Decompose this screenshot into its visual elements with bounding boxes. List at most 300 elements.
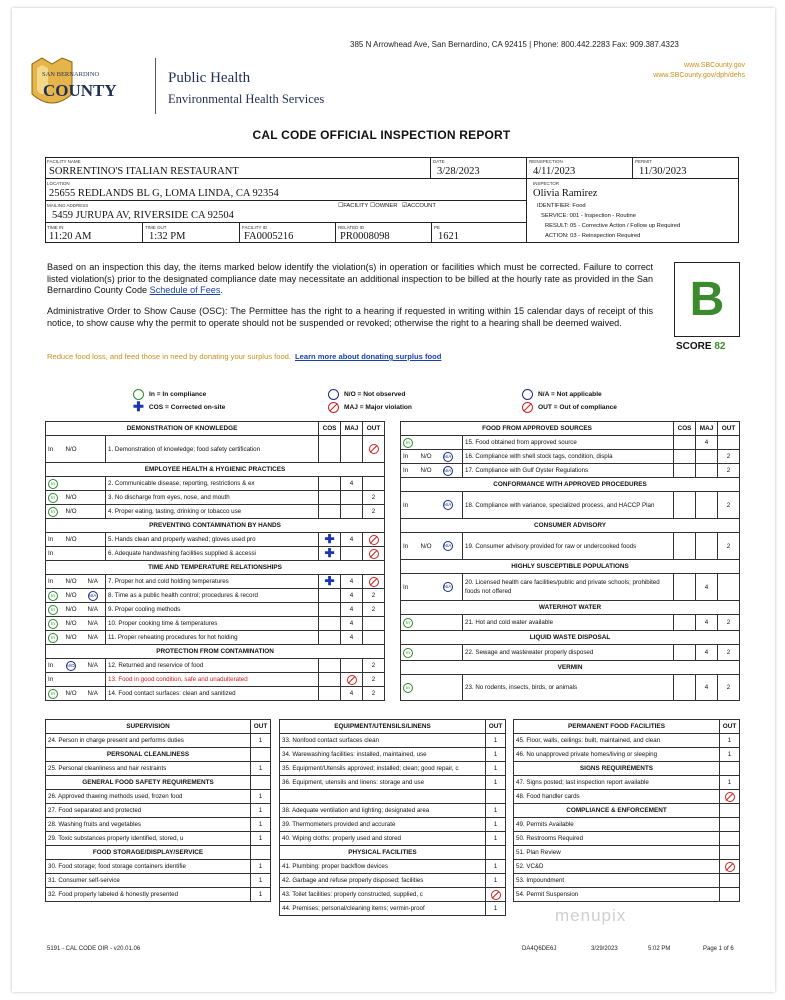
out-cell: 1 xyxy=(486,818,506,832)
score-value: 82 xyxy=(714,341,726,352)
item-description: 21. Hot and cold water available xyxy=(463,615,674,631)
major-violation-icon xyxy=(347,675,357,685)
section-header xyxy=(46,645,385,659)
table-row xyxy=(46,617,385,631)
table-row xyxy=(46,874,271,888)
schedule-of-fees-link[interactable]: Schedule of Fees xyxy=(149,285,221,296)
in-compliance-icon: In xyxy=(403,683,413,693)
facility-name: SORRENTINO'S ITALIAN RESTAURANT xyxy=(49,166,239,177)
in-compliance-icon: In xyxy=(48,689,58,699)
out-cell: 1 xyxy=(486,860,506,874)
item-description: 23. No rodents, insects, birds, or animals xyxy=(463,675,674,701)
table-row xyxy=(514,874,740,888)
status-no: N/O xyxy=(64,505,86,519)
not-applicable-icon: N/A xyxy=(443,541,453,551)
section-header xyxy=(401,601,740,615)
left-violations-table xyxy=(45,421,385,701)
item-description: 15. Food obtained from approved source xyxy=(463,436,674,450)
report-title: CAL CODE OFFICIAL INSPECTION REPORT xyxy=(252,128,511,142)
out-cell xyxy=(720,818,740,832)
maj-cell: 4 xyxy=(341,533,363,547)
out-of-compliance-icon xyxy=(725,792,735,802)
item-description: 52. VC&D xyxy=(514,860,720,874)
legend-maj xyxy=(328,402,412,413)
reinspection-label: REINSPECTION xyxy=(529,159,563,164)
print-date: 3/29/2023 xyxy=(591,946,618,952)
cos-header: COS xyxy=(319,422,341,436)
out-cell: 1 xyxy=(720,776,740,790)
out-cell: 2 xyxy=(363,589,385,603)
cos-cell xyxy=(319,436,341,463)
maj-cell: 4 xyxy=(341,687,363,701)
out-cell: 1 xyxy=(251,888,271,902)
grade-card: B xyxy=(674,262,740,337)
item-description: 28. Washing fruits and vegetables xyxy=(46,818,251,832)
item-description: 36. Equipment, utensils and linens: storage and use xyxy=(280,776,486,790)
table-row xyxy=(46,659,385,673)
time-out-label: TIME OUT xyxy=(145,225,167,230)
table-row xyxy=(514,734,740,748)
bottom-table-3 xyxy=(513,719,740,902)
table-row xyxy=(46,547,385,561)
table-row xyxy=(46,790,271,804)
in-compliance-icon: In xyxy=(48,633,58,643)
section-title: FOOD FROM APPROVED SOURCES xyxy=(401,422,674,436)
status-in xyxy=(401,645,419,661)
facility-id-label: FACILITY ID xyxy=(242,225,268,230)
time-in: 11:20 AM xyxy=(49,231,92,242)
out-cell: 1 xyxy=(251,790,271,804)
section-title: COMPLIANCE & ENFORCEMENT xyxy=(514,804,720,818)
out-cell xyxy=(486,790,506,804)
facility-name-label: FACILITY NAME xyxy=(47,159,81,164)
out-cell: 1 xyxy=(486,776,506,790)
section-header xyxy=(46,776,271,790)
table-row xyxy=(401,645,740,661)
status-in: In xyxy=(46,575,64,589)
status-in xyxy=(46,589,64,603)
item-description: 24. Person in charge present and performs duties xyxy=(46,734,251,748)
table-row xyxy=(401,450,740,464)
maj-cell: 4 xyxy=(341,575,363,589)
out-cell: 2 xyxy=(363,603,385,617)
item-description: 2. Communicable disease; reporting, restrictions & ex xyxy=(106,477,319,491)
table-row xyxy=(46,575,385,589)
status-na: N/A xyxy=(86,575,106,589)
out-cell: 1 xyxy=(251,734,271,748)
section-header xyxy=(401,661,740,675)
not-applicable-icon: N/A xyxy=(443,466,453,476)
out-cell: 2 xyxy=(363,687,385,701)
related-id-label: RELATED ID xyxy=(338,225,365,230)
out-cell: 1 xyxy=(486,902,506,916)
status-na: N/A xyxy=(86,687,106,701)
document-code: DA4Q6DE6J xyxy=(522,946,557,952)
status-in: In xyxy=(401,492,419,519)
item-description: 29. Toxic substances properly identified, stored, u xyxy=(46,832,251,846)
item-description: 54. Permit Suspension xyxy=(514,888,720,902)
website-link[interactable]: www.SBCounty.gov xyxy=(684,62,745,69)
table-row xyxy=(46,477,385,491)
status-no: N/O xyxy=(64,575,86,589)
item-description: 5. Hands clean and properly washed; gloves used pro xyxy=(106,533,319,547)
status-no: N/O xyxy=(64,589,86,603)
out-cell xyxy=(363,436,385,463)
out-cell xyxy=(720,874,740,888)
item-description: 39. Thermometers provided and accurate xyxy=(280,818,486,832)
division-name: Environmental Health Services xyxy=(168,92,325,106)
form-version: 5191 - CAL CODE OIR - v20.01.06 xyxy=(47,946,141,952)
out-cell: 2 xyxy=(718,492,740,519)
item-description: 26. Approved thawing methods used, frozen food xyxy=(46,790,251,804)
item-description: 46. No unapproved private homes/living or sleeping xyxy=(514,748,720,762)
item-description: 42. Garbage and refuse properly disposed; facilities xyxy=(280,874,486,888)
maj-header: MAJ xyxy=(341,422,363,436)
result-text: RESULT: 05 - Corrective Action / Follow up Required xyxy=(545,223,681,229)
status-in: In xyxy=(46,673,64,687)
status-na xyxy=(441,574,463,601)
item-description: 33. Nonfood contact surfaces clean xyxy=(280,734,486,748)
status-in xyxy=(46,477,64,491)
table-row xyxy=(280,888,506,902)
table-row xyxy=(401,574,740,601)
table-row xyxy=(280,776,506,790)
section-title: EQUIPMENT/UTENSILS/LINENS xyxy=(280,720,486,734)
maj-cell: 4 xyxy=(696,675,718,701)
out-cell: 2 xyxy=(718,450,740,464)
section-header xyxy=(401,560,740,574)
contact-line: 385 N Arrowhead Ave, San Bernardino, CA 92415 | Phone: 800.442.2283 Fax: 909.387.4323 xyxy=(350,40,679,49)
status-no: N/O xyxy=(64,603,86,617)
table-row xyxy=(46,687,385,701)
section-header xyxy=(401,422,740,436)
out-of-compliance-icon xyxy=(369,444,379,454)
watermark: menupix xyxy=(555,906,627,925)
item-description: 10. Proper cooking time & temperatures xyxy=(106,617,319,631)
item-description: 22. Sewage and wastewater properly disposed xyxy=(463,645,674,661)
out-cell: 1 xyxy=(251,762,271,776)
section-title: DEMONSTRATION OF KNOWLEDGE xyxy=(46,422,319,436)
in-compliance-icon: In xyxy=(403,648,413,658)
table-row xyxy=(401,436,740,450)
identifier-text: IDENTIFIER: Food xyxy=(537,203,586,209)
status-na xyxy=(441,492,463,519)
section-header xyxy=(46,846,271,860)
item-description: 8. Time as a public health control; procedures & record xyxy=(106,589,319,603)
section-title: HIGHLY SUSCEPTIBLE POPULATIONS xyxy=(401,560,740,574)
table-row xyxy=(514,790,740,804)
print-time: 5:02 PM xyxy=(648,946,671,952)
status-in: In xyxy=(401,450,419,464)
item-description: 4. Proper eating, tasting, drinking or tobacco use xyxy=(106,505,319,519)
table-row xyxy=(514,846,740,860)
out-cell: 1 xyxy=(251,818,271,832)
item-description: 45. Floor, walls, ceilings: built, maintained, and clean xyxy=(514,734,720,748)
maj-cell xyxy=(341,673,363,687)
cos-cell xyxy=(319,533,341,547)
section-title: TIME AND TEMPERATURE RELATIONSHIPS xyxy=(46,561,385,575)
maj-cell: 4 xyxy=(341,631,363,645)
item-description: 48. Food handler cards xyxy=(514,790,720,804)
cos-cell xyxy=(319,575,341,589)
status-in: In xyxy=(46,547,64,561)
logo-top-text: SAN BERNARDINO xyxy=(42,71,100,78)
pe-value: 1621 xyxy=(438,231,459,242)
table-row xyxy=(46,860,271,874)
out-cell: 2 xyxy=(363,659,385,673)
legend-in-text: In = In compliance xyxy=(149,391,207,398)
status-in xyxy=(46,491,64,505)
legend-na xyxy=(522,389,602,400)
in-compliance-icon: In xyxy=(403,438,413,448)
item-description: 16. Compliance with shell stock tags, condition, displa xyxy=(463,450,674,464)
status-na xyxy=(441,464,463,478)
status-no: N/O xyxy=(64,631,86,645)
score-display xyxy=(676,341,725,352)
status-in: In xyxy=(401,574,419,601)
table-row xyxy=(46,533,385,547)
legend-na-text: N/A = Not applicable xyxy=(538,391,602,398)
corrected-onsite-icon: ✚ xyxy=(324,532,335,546)
status-in: In xyxy=(401,533,419,560)
table-row xyxy=(514,832,740,846)
table-row xyxy=(46,436,385,463)
maj-header: MAJ xyxy=(696,422,718,436)
osc-notice: Administrative Order to Show Cause (OSC): The Permittee has the right to a hearing if requested in writing within 15 calendar days of receipt of this notice, to show cause why the permit to operate should not be suspended or revoked; otherwise the right to a hearing shall be deemed waived. xyxy=(47,306,653,328)
section-title: VERMIN xyxy=(401,661,740,675)
section-title: SIGNS REQUIREMENTS xyxy=(514,762,720,776)
section-title: WATER/HOT WATER xyxy=(401,601,740,615)
donation-notice xyxy=(47,352,441,361)
table-row xyxy=(46,505,385,519)
facility-location: 25655 REDLANDS BL G, LOMA LINDA, CA 92354 xyxy=(49,188,279,199)
location-label: LOCATION xyxy=(47,181,70,186)
out-cell xyxy=(363,575,385,589)
status-in xyxy=(46,505,64,519)
status-no: N/O xyxy=(64,533,86,547)
out-cell: 2 xyxy=(718,675,740,701)
status-in: In xyxy=(46,436,64,463)
out-cell: 2 xyxy=(363,491,385,505)
county-logo xyxy=(28,54,140,116)
score-label: SCORE xyxy=(676,341,712,352)
item-description: 12. Returned and reservice of food xyxy=(106,659,319,673)
table-row xyxy=(280,818,506,832)
item-description: 44. Premises; personal/cleaning items; vermin-proof xyxy=(280,902,486,916)
out-cell xyxy=(720,846,740,860)
table-row xyxy=(401,533,740,560)
out-cell: 1 xyxy=(720,734,740,748)
item-description: 7. Proper hot and cold holding temperatures xyxy=(106,575,319,589)
out-cell: 1 xyxy=(251,832,271,846)
maj-cell: 4 xyxy=(696,645,718,661)
not-applicable-icon: N/A xyxy=(443,582,453,592)
cos-cell xyxy=(319,547,341,561)
section-title: PREVENTING CONTAMINATION BY HANDS xyxy=(46,519,385,533)
department-name: Public Health xyxy=(168,70,251,86)
inspector-label: INSPECTOR xyxy=(533,181,560,186)
status-na: N/A xyxy=(86,603,106,617)
out-header xyxy=(251,748,271,762)
out-cell: 1 xyxy=(486,832,506,846)
table-row xyxy=(280,902,506,916)
status-no: N/O xyxy=(64,617,86,631)
section-title: GENERAL FOOD SAFETY REQUIREMENTS xyxy=(46,776,251,790)
status-in: In xyxy=(401,464,419,478)
item-description: 18. Compliance with variance, specialized process, and HACCP Plan xyxy=(463,492,674,519)
out-cell xyxy=(720,832,740,846)
donation-link[interactable]: Learn more about donating surplus food xyxy=(295,352,442,361)
mailing-address: 5459 JURUPA AV, RIVERSIDE CA 92504 xyxy=(52,210,234,221)
maj-cell: 4 xyxy=(341,617,363,631)
donation-text: Reduce food loss, and feed those in need by donating your surplus food. xyxy=(47,352,292,361)
status-no: N/O xyxy=(64,687,86,701)
table-row xyxy=(280,832,506,846)
out-of-compliance-icon xyxy=(725,862,735,872)
owner-checkbox: ☐OWNER xyxy=(370,203,398,209)
section-title: CONFORMANCE WITH APPROVED PROCEDURES xyxy=(401,478,740,492)
out-cell: 1 xyxy=(251,860,271,874)
status-no: N/O xyxy=(419,464,441,478)
out-cell xyxy=(720,860,740,874)
out-cell xyxy=(363,547,385,561)
maj-cell: 4 xyxy=(341,589,363,603)
corrected-onsite-icon: ✚ xyxy=(324,546,335,560)
item-description: 30. Food storage; food storage containers identifie xyxy=(46,860,251,874)
item-description: 25. Personal cleanliness and hair restraints xyxy=(46,762,251,776)
out-header: OUT xyxy=(251,720,271,734)
table-row xyxy=(401,464,740,478)
table-row xyxy=(401,492,740,519)
in-compliance-icon: In xyxy=(48,479,58,489)
not-observed-icon: N/O xyxy=(66,661,76,671)
item-description: 13. Food in good condition, safe and unadulterated xyxy=(106,673,319,687)
out-cell xyxy=(720,790,740,804)
maj-cell xyxy=(341,436,363,463)
out-cell: 2 xyxy=(363,673,385,687)
out-of-compliance-icon xyxy=(369,549,379,559)
section-header xyxy=(280,720,506,734)
section-header xyxy=(46,720,271,734)
section-title: PERMANENT FOOD FACILITIES xyxy=(514,720,720,734)
status-na xyxy=(441,533,463,560)
status-na: N/A xyxy=(86,659,106,673)
table-row xyxy=(46,734,271,748)
table-row xyxy=(280,748,506,762)
item-description: 11. Proper reheating procedures for hot holding xyxy=(106,631,319,645)
status-na: N/A xyxy=(86,631,106,645)
item-description: 17. Compliance with Gulf Oyster Regulations xyxy=(463,464,674,478)
cos-header: COS xyxy=(674,422,696,436)
item-description: 50. Restrooms Required xyxy=(514,832,720,846)
in-compliance-icon: In xyxy=(403,618,413,628)
date-label: DATE xyxy=(433,159,445,164)
in-compliance-icon: In xyxy=(48,507,58,517)
status-no xyxy=(64,659,86,673)
dehs-website-link[interactable]: www.SBCounty.gov/dph/dehs xyxy=(653,72,745,79)
major-violation-icon xyxy=(328,402,339,413)
out-of-compliance-icon xyxy=(522,402,533,413)
inspector-name: Olivia Ramirez xyxy=(533,188,598,199)
in-compliance-icon: In xyxy=(48,493,58,503)
section-header xyxy=(46,422,385,436)
status-no: N/O xyxy=(64,436,86,463)
out-header: OUT xyxy=(363,422,385,436)
out-cell: 1 xyxy=(486,874,506,888)
out-header: OUT xyxy=(718,422,740,436)
section-header xyxy=(280,846,506,860)
section-title: CONSUMER ADVISORY xyxy=(401,519,740,533)
status-in xyxy=(401,436,419,450)
not-applicable-icon: N/A xyxy=(443,452,453,462)
out-cell: 2 xyxy=(718,645,740,661)
logo-main-text: COUNTY xyxy=(43,81,117,100)
pe-label: PE xyxy=(434,225,441,230)
table-row xyxy=(280,762,506,776)
status-in xyxy=(46,631,64,645)
table-row xyxy=(46,818,271,832)
item-description: 47. Signs posted; last inspection report available xyxy=(514,776,720,790)
in-compliance-icon: In xyxy=(48,591,58,601)
item-description: 43. Toilet facilities: properly constructed, supplied, c xyxy=(280,888,486,902)
section-header xyxy=(514,762,740,776)
section-title: PROTECTION FROM CONTAMINATION xyxy=(46,645,385,659)
item-description: 49. Permits Available xyxy=(514,818,720,832)
reinspection-date: 4/11/2023 xyxy=(533,166,576,177)
legend-out xyxy=(522,402,617,413)
maj-cell: 4 xyxy=(341,477,363,491)
out-cell: 1 xyxy=(486,734,506,748)
legend-maj-text: MAJ = Major violation xyxy=(344,404,412,411)
out-cell: 2 xyxy=(718,615,740,631)
legend-no xyxy=(328,389,405,400)
table-row xyxy=(514,776,740,790)
out-header xyxy=(720,762,740,776)
not-observed-icon xyxy=(328,389,339,400)
item-description: 51. Plan Review xyxy=(514,846,720,860)
table-row xyxy=(514,860,740,874)
mailing-label: MAILING ADDRESS xyxy=(47,203,89,208)
section-header xyxy=(514,720,740,734)
status-in xyxy=(46,603,64,617)
legend-cos-text: COS = Corrected on-site xyxy=(148,403,226,411)
bottom-table-2 xyxy=(279,719,506,916)
item-description: 53. Impoundment xyxy=(514,874,720,888)
status-in xyxy=(46,687,64,701)
item-description: 20. Licensed health care facilities/public and private schools; prohibited foods not offered xyxy=(463,574,674,601)
out-cell: 2 xyxy=(718,533,740,560)
permit-date: 11/30/2023 xyxy=(639,166,687,177)
section-header xyxy=(46,748,271,762)
table-row xyxy=(46,491,385,505)
out-header xyxy=(251,776,271,790)
legend-no-text: N/O = Not observed xyxy=(344,391,406,398)
out-of-compliance-icon xyxy=(369,535,379,545)
status-na: N/A xyxy=(86,617,106,631)
maj-cell: 4 xyxy=(696,574,718,601)
table-row xyxy=(46,888,271,902)
section-title: PHYSICAL FACILITIES xyxy=(280,846,486,860)
table-row xyxy=(401,675,740,701)
out-cell: 1 xyxy=(486,748,506,762)
header-divider xyxy=(155,58,156,114)
item-description xyxy=(280,790,486,804)
out-header xyxy=(486,846,506,860)
in-compliance-icon: In xyxy=(48,605,58,615)
inspection-notice: Based on an inspection this day, the items marked below identify the violation(s) in operation or facilities which must be corrected. Failure to correct listed violation(s) prior to the designated compliance date may necessitate an additional inspection to be billed at the hourly rate as provided in the San Bernardino County Code Schedule of Fees. xyxy=(47,262,653,296)
table-row xyxy=(46,762,271,776)
not-applicable-icon xyxy=(522,389,533,400)
